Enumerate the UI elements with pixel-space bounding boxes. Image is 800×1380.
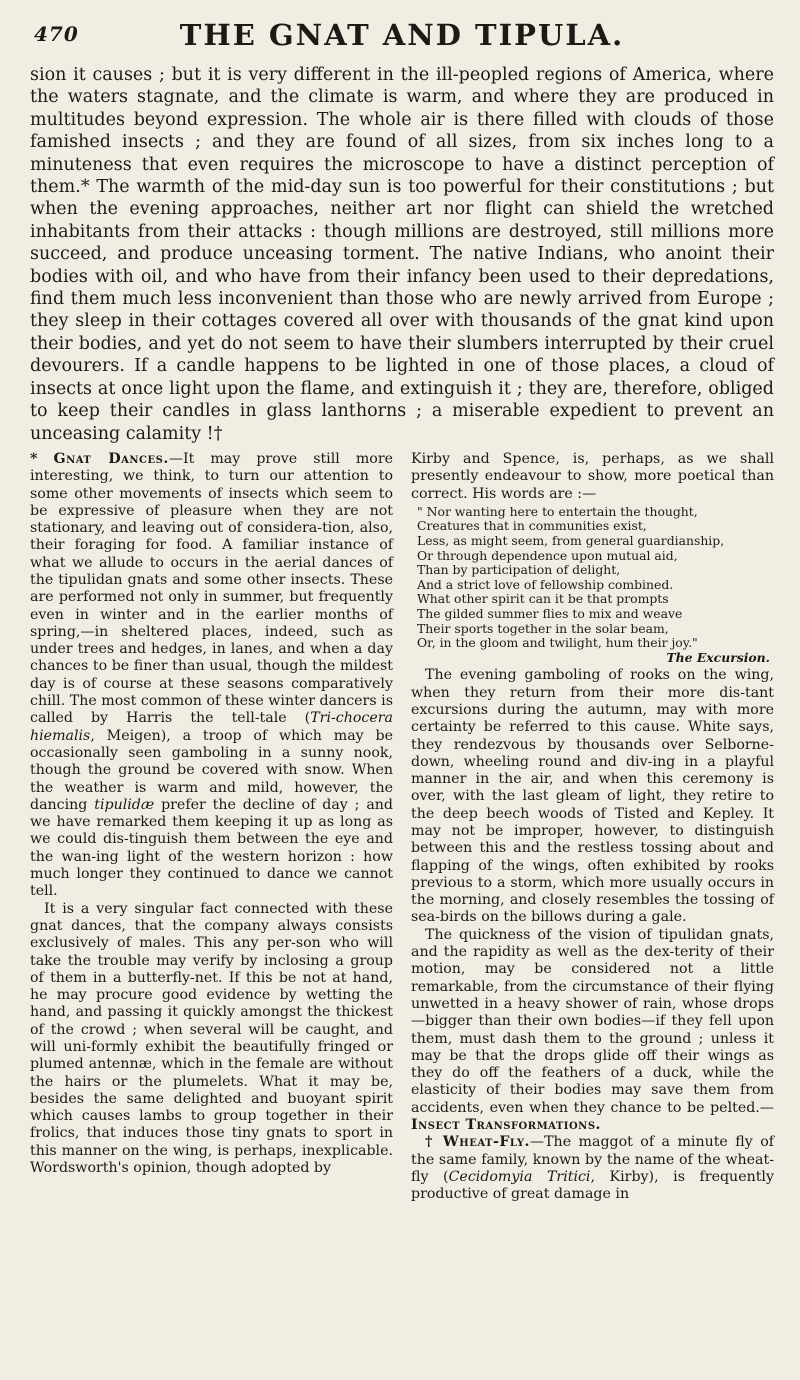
- intro-paragraph: sion it causes ; but it is very different in the ill-peopled regions of America, where the waters stagnate, and the climate is warm, and where they are produced in multitudes beyond expression. The whole air is there filled with clouds of those famished insects ; and they are found of all sizes, from six inches long to a minuteness that even requires the microscope to have a distinct perception of them.* The warmth of the mid-day sun is too powerful for their constitutions ; but when the evening approaches, neither art nor flight can shield the wretched inhabitants from their attacks : though millions are destroyed, still millions more succeed, and produce unceasing torment. The native Indians, who anoint their bodies with oil, and who have from their infancy been used to their depredations, find them much less inconvenient than those who are newly arrived from Europe ; they sleep in their cottages covered all over with thousands of the gnat kind upon their bodies, and yet do not seem to have their slumbers interrupted by their cruel devourers. If a candle happens to be lighted in one of those places, a cloud of insects at once light upon the flame, and extinguish it ; they are, therefore, obliged to keep their candles in glass lanthorns ; a miserable expedient to prevent an unceasing calamity !†: [30, 65, 774, 444]
- right-column: [411, 451, 774, 1204]
- poem-line: The gilded summer flies to mix and weave: [417, 605, 683, 621]
- poem-line: What other spirit can it be that prompts: [417, 591, 669, 607]
- latin-name: Cecidomyia Tritici: [448, 1168, 591, 1185]
- poem-line: Their sports together in the solar beam,: [417, 620, 669, 636]
- poem-line: Or through dependence upon mutual aid,: [417, 547, 678, 563]
- footnote-text: , Meigen), a troop of which may be occasionally seen gamboling in a sunny nook, though the ground be covered with snow. When the weather is warm and mild, however, the dancing: [30, 727, 393, 813]
- poem-source: The Excursion.: [666, 649, 770, 665]
- footnote-marker: *: [30, 450, 38, 467]
- poem-line: Creatures that in communities exist,: [417, 518, 647, 534]
- footnote-text: The quickness of the vision of tipulidan gnats, and the rapidity as well as the dex-terity of their motion, may be considered not a little remarkable, from the circumstance of their flying unwetted in a heavy shower of rain, whose drops—bigger than their own bodies—if they fell upon them, must dash them to the ground ; unless it may be that the drops glide off their wings as they do off the feathers of a duck, while the elasticity of their bodies may save them from accidents, even when they chance to be pelted.—: [411, 926, 774, 1116]
- footnote-text: , Kirby), is frequently productive of great damage in: [411, 1168, 774, 1203]
- footnote-heading: Gnat Dances.: [53, 450, 169, 467]
- footnote-paragraph: [411, 927, 774, 1135]
- footnote-wheat-fly: [411, 1134, 774, 1203]
- footnote-paragraph: It is a very singular fact connected with these gnat dances, that the company always consists exclusively of males. This any per-son who will take the trouble may verify by inclosing a group of them in a butterfly-net. If this be not at hand, he may procure good evidence by wetting the hand, and passing it quickly amongst the thickest of the crowd ; when several will be caught, and will uni-formly exhibit the beautifully fringed or plumed antennæ, which in the female are without the hairs or the plumelets. What it may be, besides the same delighted and buoyant spirit which causes lambs to group together in their frolics, that induces those tiny gnats to sport in this manner on the wing, is perhaps, inexplicable. Wordsworth's opinion, though adopted by: [30, 900, 393, 1177]
- poem-line: And a strict love of fellowship combined.: [417, 576, 674, 592]
- poem-line: Less, as might seem, from general guardianship,: [417, 532, 725, 548]
- left-column: [30, 451, 393, 1204]
- footnote-paragraph: Kirby and Spence, is, perhaps, as we shall presently endeavour to show, more poetical than correct. His words are :—: [411, 450, 774, 502]
- footnote-paragraph: The evening gamboling of rooks on the wing, when they return from their more dis-tant excursions during the autumn, may with more certainty be referred to this cause. White says, they rendezvous by thousands over Selborne-down, wheeling round and div-ing in a playful manner in the air, and when this ceremony is over, with the last gleam of light, they retire to the deep beech woods of Tisted and Kepley. It may not be improper, however, to distinguish between this and the restless tossing about and flapping of the wings, often exhibited by rooks previous to a storm, which more usually occurs in the morning, and closely resembles the tossing of sea-birds on the billows during a gale.: [411, 667, 774, 926]
- footnote-marker: †: [425, 1134, 436, 1151]
- footnote-gnat-dances: [30, 451, 393, 901]
- poem-line: Than by participation of delight,: [417, 562, 621, 578]
- poem-quote: [417, 505, 774, 666]
- poem-line: " Nor wanting here to entertain the thought,: [417, 503, 698, 519]
- latin-name: Tri-chocera hiemalis: [30, 710, 393, 744]
- source-citation: Insect Transformations.: [411, 1117, 601, 1134]
- footnote-columns: [30, 451, 774, 1204]
- latin-name: tipulidæ: [94, 796, 155, 813]
- poem-line: Or, in the gloom and twilight, hum their joy.": [417, 635, 698, 651]
- footnote-text: —It may prove still more interesting, we think, to turn our attention to some other movements of insects which seem to be expressive of pleasure when they are not stationary, and leaving out of considera-tion, also, their foraging for food. A familiar instance of what we allude to occurs in the aerial dances of the tipulidan gnats and some other insects. These are performed not only in summer, but frequently even in winter and in the earlier months of spring,—in sheltered places, indeed, such as under trees and hedges, in lanes, and when a day chances to be finer than usual, though the mildest day is of course at these seasons comparatively chill. The most common of these winter dancers is called by Harris the tell-tale (: [30, 450, 394, 727]
- page-number: 470: [34, 22, 79, 46]
- page-header: [30, 0, 774, 64]
- footnote-text: prefer the decline of day ; and we have remarked them keeping it up as long as we could dis-tinguish them between the eye and the wan-ing light of the western horizon : how much longer they continued to dance we cannot tell.: [30, 796, 393, 900]
- running-title: THE GNAT AND TIPULA.: [179, 18, 625, 52]
- footnote-heading: Wheat-Fly.: [442, 1134, 530, 1151]
- footnote-text: —The maggot of a minute fly of the same family, known by the name of the wheat-fly (: [411, 1134, 774, 1185]
